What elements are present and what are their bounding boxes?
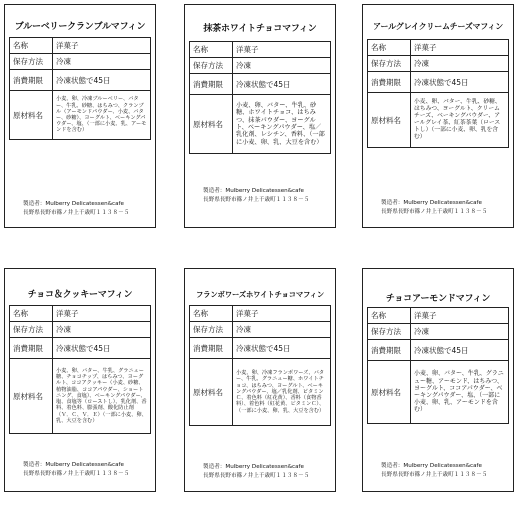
card-title: フランボワーズホワイトチョコマフィン <box>195 290 325 299</box>
manufacturer-info <box>203 187 329 204</box>
storage-label: 保存方法 <box>10 322 53 338</box>
card-title: チョコ＆クッキーマフィン <box>27 290 133 300</box>
storage-value: 冷凍 <box>233 322 331 338</box>
label-table <box>367 39 509 148</box>
expiry-label: 消費期限 <box>10 70 53 91</box>
manufacturer-info <box>23 461 149 478</box>
manufacturer-address: 長野県長野市篠ノ井上千歳町１１３８－５ <box>203 196 310 203</box>
manufacturer-address: 長野県長野市篠ノ井上千歳町１１３８－５ <box>381 471 488 478</box>
label-table <box>189 41 331 154</box>
label-card-choco-cookie <box>4 268 156 492</box>
label-table <box>9 37 151 140</box>
manufacturer-address: 長野県長野市篠ノ井上千歳町１１３８－５ <box>203 472 310 479</box>
storage-value: 冷凍 <box>53 54 151 70</box>
manufacturer-name: 製造者：Mulberry Delicatessen&cafe <box>381 463 482 469</box>
storage-value: 冷凍 <box>411 324 509 340</box>
card-title: 抹茶ホワイトチョコマフィン <box>203 24 317 34</box>
storage-label: 保存方法 <box>190 322 233 338</box>
manufacturer-name: 製造者：Mulberry Delicatessen&cafe <box>203 188 304 194</box>
card-title: ブルーベリークランブルマフィン <box>14 22 146 32</box>
ingredients-label: 原材料名 <box>368 361 411 424</box>
ingredients-label: 原材料名 <box>368 93 411 148</box>
ingredients-value: 小麦、卵、バター、牛乳、グラニュー糖、アーモンド、はちみつ、ヨーグルト、ココアパウダー、ベーキングパウダー、塩、（一部に小麦、卵、乳、アーモンドを含む） <box>411 361 509 424</box>
name-value: 洋菓子 <box>411 40 509 56</box>
ingredients-value: 小麦、卵、バター、牛乳、砂糖、はちみつ、ヨーグルト、クリームチーズ、ベーキングパウダー、アールグレイ茶、紅茶茶葉（ローストし）（一部に小麦、卵、乳を含む） <box>411 93 509 148</box>
manufacturer-info <box>23 200 149 217</box>
manufacturer-address: 長野県長野市篠ノ井上千歳町１１３８－５ <box>23 209 130 216</box>
storage-value: 冷凍 <box>53 322 151 338</box>
expiry-value: 冷凍状態で45日 <box>233 338 331 359</box>
ingredients-value: 小麦、卵、バター、牛乳、グラニュー糖、チョコチップ、はちみつ、ヨーグルト、ココアクッキー（小麦、砂糖、植物油脂、ココアパウダー、ショートニング、食塩）、ベーキングパウダー、塩、食塩等（ローストし）、乳化剤、香料、着色料、膨張剤、酸化防止剤（Ｖ．Ｃ、Ｖ．Ｅ）（一部に小麦、卵、乳、大豆を含む） <box>53 359 151 434</box>
name-label: 名称 <box>368 308 411 324</box>
name-value: 洋菓子 <box>53 38 151 54</box>
storage-label: 保存方法 <box>368 324 411 340</box>
name-label: 名称 <box>10 306 53 322</box>
label-table <box>9 305 151 434</box>
name-value: 洋菓子 <box>233 306 331 322</box>
manufacturer-info <box>381 462 507 479</box>
storage-label: 保存方法 <box>10 54 53 70</box>
ingredients-label: 原材料名 <box>190 95 233 154</box>
label-card-blueberry <box>4 4 156 228</box>
manufacturer-info <box>381 199 507 216</box>
expiry-value: 冷凍状態で45日 <box>53 70 151 91</box>
storage-value: 冷凍 <box>411 56 509 72</box>
expiry-value: 冷凍状態で45日 <box>411 340 509 361</box>
expiry-label: 消費期限 <box>190 74 233 95</box>
storage-label: 保存方法 <box>368 56 411 72</box>
expiry-label: 消費期限 <box>368 72 411 93</box>
ingredients-label: 原材料名 <box>190 359 233 426</box>
label-card-choco-almond <box>362 268 514 492</box>
storage-value: 冷凍 <box>233 58 331 74</box>
card-title: アールグレイクリームチーズマフィン <box>372 22 504 31</box>
ingredients-value: 小麦、卵、バター、牛乳、砂糖、ホワイトチョコ、はちみつ、抹茶パウダー、ヨーグルト、ベーキングパウダー、塩／乳化剤、レシチン、香料、（一部に小麦、卵、乳、大豆を含む） <box>233 95 331 154</box>
manufacturer-name: 製造者：Mulberry Delicatessen&cafe <box>203 464 304 470</box>
name-label: 名称 <box>10 38 53 54</box>
name-value: 洋菓子 <box>53 306 151 322</box>
expiry-value: 冷凍状態で45日 <box>53 338 151 359</box>
expiry-label: 消費期限 <box>10 338 53 359</box>
name-value: 洋菓子 <box>233 42 331 58</box>
ingredients-label: 原材料名 <box>10 359 53 434</box>
label-card-earlgrey <box>362 4 514 228</box>
ingredients-label: 原材料名 <box>10 91 53 140</box>
manufacturer-name: 製造者：Mulberry Delicatessen&cafe <box>23 462 124 468</box>
manufacturer-name: 製造者：Mulberry Delicatessen&cafe <box>23 201 124 207</box>
expiry-value: 冷凍状態で45日 <box>233 74 331 95</box>
ingredients-value: 小麦、卵、冷凍フランボワーズ、バター、牛乳、グラニュー糖、ホワイトチョコ、はちみつ、ヨーグルト、ベーキングパウダー、塩／乳化剤、ピタミンＣ、着色料（紅花黄）、香料（食物香料）、着色料（紅花黄、ビタミンＣ）、（一部に小麦、卵、乳、大豆を含む） <box>233 359 331 426</box>
name-label: 名称 <box>190 306 233 322</box>
label-table <box>189 305 331 426</box>
name-label: 名称 <box>368 40 411 56</box>
manufacturer-address: 長野県長野市篠ノ井上千歳町１１３８－５ <box>381 208 488 215</box>
manufacturer-address: 長野県長野市篠ノ井上千歳町１１３８－５ <box>23 470 130 477</box>
label-table <box>367 307 509 424</box>
storage-label: 保存方法 <box>190 58 233 74</box>
name-value: 洋菓子 <box>411 308 509 324</box>
label-card-matcha <box>184 4 336 228</box>
expiry-label: 消費期限 <box>190 338 233 359</box>
card-title: チョコアーモンドマフィン <box>385 294 491 304</box>
manufacturer-info <box>203 463 329 480</box>
name-label: 名称 <box>190 42 233 58</box>
expiry-value: 冷凍状態で45日 <box>411 72 509 93</box>
expiry-label: 消費期限 <box>368 340 411 361</box>
label-card-framboise <box>184 268 336 492</box>
manufacturer-name: 製造者：Mulberry Delicatessen&cafe <box>381 200 482 206</box>
ingredients-value: 小麦、卵、冷凍ブルーベリー、バター、牛乳、砂糖、はちみつ、クランブル（アーモンドパウダー、小麦、バター、砂糖）、ヨーグルト、ベーキングパウダー、塩、（一部に小麦、乳、アーモンドを含む） <box>53 91 151 140</box>
